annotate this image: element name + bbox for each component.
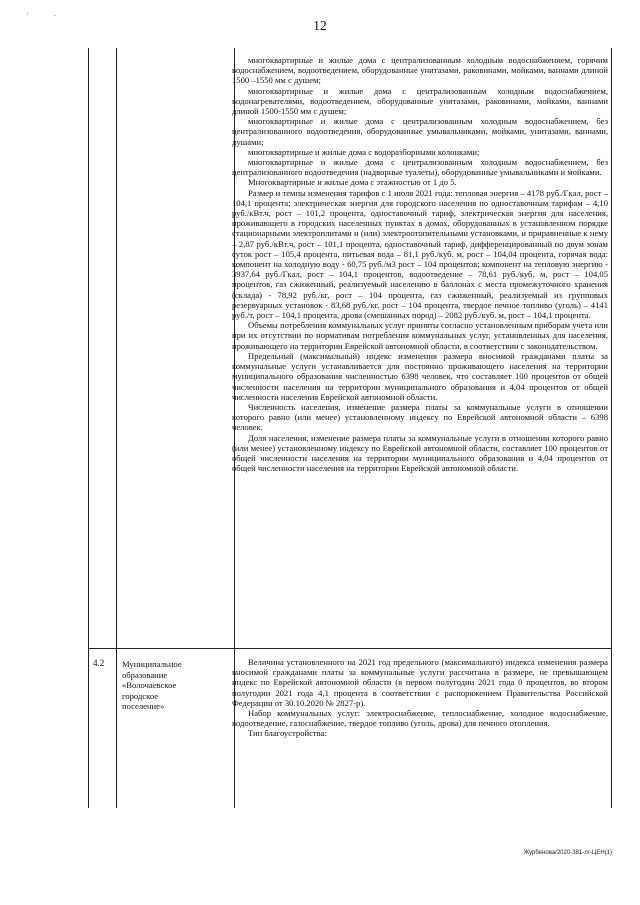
row-number: 4.2: [93, 658, 105, 668]
document-footer: Журбенова/2020-381-лг-ЦЕН(1): [523, 850, 612, 856]
row2-paragraph: Набор коммунальных услуг: электроснабжение, теплоснабжение, холодное водоснабжение, водоотведение, газоснабжение, твердое топливо (уголь, дрова) для печного отопления.: [232, 708, 608, 729]
municipality-name: Муниципальное образование «Волочаевское городское поселение»: [122, 659, 182, 711]
row1-paragraph: Доля населения, изменение размера платы за коммунальные услуги в отношении которого равно (или менее) установленному индексу по Еврейской автономной области, составляет 100 процентов от общей численности населения на территории муниципального образования и 4,04 процентов от общей численности населения на территории Еврейской автономной области.: [232, 432, 608, 474]
row1-content: [232, 55, 608, 473]
row1-paragraph: Объемы потребления коммунальных услуг приняты согласно установленным приборам учета или при их отсутствии по нормативам потребления коммунальных услуг, установленных для населения, проживающего на территории Еврейской автономной области, в соответствии с законодательством.: [232, 320, 609, 351]
row1-paragraph: Предельный (максимальный) индекс изменения размера вносимой гражданами платы за коммунальные услуги устанавливается для постоянно проживающего населения на территории муниципального образования численностью 6398 человек, что составляет 100 процентов от общей численности населения на территории муниципального образования и 4,04 процентов от общей численности населения Еврейской автономной области.: [232, 350, 608, 402]
row1-paragraph: многоквартирные и жилые дома с централизованным холодным водоснабжением, без централизованного водоотведения, оборудованные умывальниками, мойками, унитазами, ваннами, душами;: [232, 116, 608, 147]
row2-paragraph: Тип благоустройства:: [248, 728, 327, 739]
row2-content: [232, 657, 608, 739]
row1-paragraph: Многоквартирные и жилые дома с этажностью от 1 до 5.: [248, 177, 457, 188]
row1-paragraph: многоквартирные и жилые дома с централизованным холодным водоснабжением, горячим водоснабжением, водоотведением, оборудованные унитазами, раковинами, мойками, ваннами длиной 1500 –1550 мм с душем;: [232, 55, 608, 86]
row1-paragraph: многоквартирные и жилые дома с централизованным холодным водоснабжением, без централизованного водоотведения (надворные туалеты), оборудованные умывальниками и мойками.: [232, 157, 608, 178]
table-divider-number: [116, 48, 117, 808]
row1-paragraph: многоквартирные и жилые дома с централизованным холодным водоснабжением, водонагревателями, водоотведением, оборудованные унитазами, раковинами, мойками, ваннами длиной 1500-1550 мм с душем;: [232, 85, 608, 117]
row2-paragraph: Величина установленного на 2021 год предельного (максимального) индекса изменения размера вносимой гражданами платы за коммунальные услуги рассчитана в размере, не превышающем индекс по Еврейской автономной области (в первом полугодии 2021 года 0 процентов, во втором полугодии 2021 года 4,1 процента в соответствии с распоряжением Правительства Российской Федерации от 30.10.2020 № 2827-р).: [232, 657, 608, 708]
scan-marks: ' ·: [27, 12, 69, 20]
table-row-divider: [88, 648, 612, 649]
page-number: 12: [313, 18, 327, 33]
table-border-left: [88, 48, 89, 808]
row1-paragraph: Размер и темпы изменения тарифов с 1 июля 2021 года: тепловая энергия – 4178 руб./Гкал, рост – 104,1 процента; электрическая энергия для городского населения по одноставочным тарифам – 4,10 руб./кВт.ч, рост – 101,2 процента, одноставочный тариф, электрическая энергия для населения, проживающего в городских населенных пунктах в домах, оборудованных в установленном порядке стационарными электроплитами и (или) электроотопительными установками, и приравненные к нему – 2,87 руб./кВт.ч, рост – 101,1 процента, одноставочный тариф, дифференцированный по двум зонам суток рост – 105,4 процента, питьевая вода – 81,1 руб./куб. м, рост – 104,04 процента, горячая вода: компонент на холодную воду - 60,75 руб./м3 рост – 104 процентов; компонент на тепловую энергию - 3937,64 руб./Гкал, рост – 104,1 процентов, водоотведение – 78,61 руб./куб. м, рост – 104,05 процентов, газ сжиженный, реализуемый населению в баллонах с места промежуточного хранения (склада) - 78,92 руб./кг, рост – 104 процента, газ сжиженный, реализуемый из групповых резервуарных установок - 83,68 руб./кг, рост – 104 процента, твердое печное топливо (уголь) – 4141 руб./т, рост – 104,1 процента, дрова (смешанных пород) – 2082 руб./куб. м, рост – 104,1 процента.: [232, 187, 608, 321]
row1-paragraph: многоквартирные и жилые дома с водоразборными колонками;: [248, 146, 480, 157]
table-border-right: [611, 48, 612, 808]
row1-paragraph: Численность населения, изменение размера платы за коммунальные услуги в отношении которого равно (или менее) установленному индексу по Еврейской автономной области – 6398 человек.: [232, 401, 608, 433]
